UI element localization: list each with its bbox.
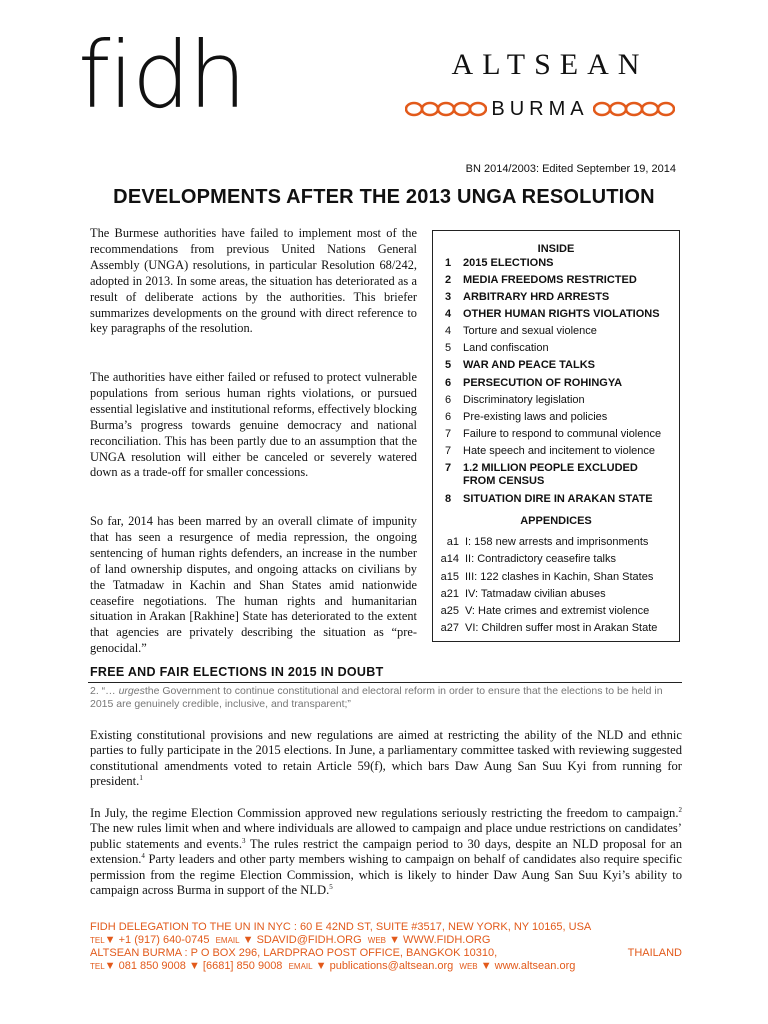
- quote-text: the Government to continue constitutional and electoral reform in order to ensure that the elections to be held in 2015 are genuinely credible, inclusive, and transparent;”: [90, 685, 663, 710]
- document-reference: BN 2014/2003: Edited September 19, 2014: [465, 163, 676, 175]
- body-text: Party leaders and other party members wishing to campaign on behalf of candidates also require specific permission from the regime Election Commission, which is likely to hinder Daw Aung San Suu Kyi’s ability to campaign across Burma in support of the NLD.: [90, 852, 682, 898]
- footer-altsean-contacts: [90, 960, 682, 974]
- toc-page: 5: [445, 359, 452, 371]
- appendix-page: a25: [440, 605, 459, 617]
- appendix-page: a14: [440, 553, 459, 565]
- tel-label: TEL: [90, 935, 105, 945]
- footnote-ref[interactable]: 4: [141, 852, 145, 861]
- altsean-burma-banner: [400, 96, 680, 122]
- section-heading: FREE AND FAIR ELECTIONS IN 2015 IN DOUBT: [90, 665, 384, 679]
- footnote-ref[interactable]: 3: [241, 836, 246, 845]
- appendix-label: III: 122 clashes in Kachin, Shan States: [465, 571, 654, 583]
- appendix-label: V: Hate crimes and extremist violence: [465, 605, 650, 617]
- appendix-page: a15: [440, 571, 459, 583]
- toc-page: 2: [445, 274, 452, 286]
- toc-page: 7: [445, 428, 452, 440]
- toc-page: 3: [445, 291, 452, 303]
- toc-label: Failure to respond to communal violence: [463, 428, 662, 440]
- toc-page: 4: [445, 325, 452, 337]
- toc-label: 1.2 MILLION PEOPLE EXCLUDED FROM CENSUS: [463, 462, 638, 487]
- appendix-page: a27: [440, 622, 459, 634]
- intro-paragraph-3: So far, 2014 has been marred by an overall climate of impunity that has seen a resurgence of media repression, the ongoing sentencing of human rights defenders, an increase in the number of land ownership disputes, and ongoing attacks on civilians by the Tatmadaw in Kachin and Shan States amid nationwide ceasefire negotiations. The human rights and humanitarian situation in Arakan [Rakhine] State has deteriorated to the extent that agencies are privately describing the situation as “pre-genocidal.”: [90, 514, 417, 656]
- appendix-page: a21: [440, 588, 459, 600]
- body-paragraph-1: [90, 728, 682, 790]
- fidh-web-link[interactable]: ▼ WWW.FIDH.ORG: [389, 933, 491, 946]
- appendix-label: IV: Tatmadaw civilian abuses: [465, 588, 606, 600]
- intro-paragraph-1: The Burmese authorities have failed to implement most of the recommendations from previous United Nations General Assembly (UNGA) resolutions, in particular Resolution 68/242, adopted in 2013. In some areas, the situation has deteriorated as a result of deliberate actions by the authorities. This briefer summarizes developments on the ground with direct reference to key paragraphs of the resolution.: [90, 226, 417, 336]
- fidh-phone: ▼ +1 (917) 640-0745: [104, 933, 210, 946]
- altsean-logo: ALTSEAN: [451, 48, 649, 81]
- footer-fidh-address: FIDH DELEGATION TO THE UN IN NYC : 60 E 42ND ST, SUITE #3517, NEW YORK, NY 10165, USA: [90, 921, 592, 933]
- altsean-country: THAILAND: [627, 947, 682, 959]
- web-label: WEB: [367, 935, 387, 945]
- burma-wordmark: BURMA: [491, 98, 589, 120]
- toc-label: SITUATION DIRE IN ARAKAN STATE: [463, 493, 653, 505]
- section-divider: [88, 682, 682, 683]
- email-label: EMAIL: [288, 961, 313, 971]
- altsean-phone: ▼ 081 850 9008 ▼ [6681] 850 9008: [104, 959, 283, 972]
- toc-page: 7: [445, 462, 452, 474]
- toc-label: PERSECUTION OF ROHINGYA: [463, 377, 623, 389]
- toc-page: 8: [445, 493, 452, 505]
- web-label: WEB: [459, 961, 478, 971]
- toc-label: ARBITRARY HRD ARRESTS: [463, 291, 610, 303]
- footnote-ref[interactable]: 5: [329, 882, 333, 891]
- altsean-address: ALTSEAN BURMA : P O BOX 296, LARDPRAO POST OFFICE, BANGKOK 10310,: [90, 947, 498, 959]
- toc-page: 4: [445, 308, 452, 320]
- footnote-ref[interactable]: 1: [139, 774, 143, 783]
- tel-label: TEL: [90, 961, 105, 971]
- appendix-page: a1: [446, 536, 459, 548]
- toc-label: 2015 ELECTIONS: [463, 257, 554, 269]
- toc-page: 1: [445, 257, 452, 269]
- page-title: DEVELOPMENTS AFTER THE 2013 UNGA RESOLUTION: [113, 186, 655, 208]
- toc-label: Hate speech and incitement to violence: [463, 445, 656, 457]
- toc-page: 6: [445, 394, 452, 406]
- toc-page: 5: [445, 342, 452, 354]
- email-label: EMAIL: [215, 935, 240, 945]
- appendix-label: II: Contradictory ceasefire talks: [465, 553, 617, 565]
- fidh-logo: fidh: [78, 22, 245, 129]
- toc-label: Pre-existing laws and policies: [463, 411, 608, 423]
- footer-fidh-contacts: [90, 934, 682, 948]
- altsean-web-link[interactable]: ▼ www.altsean.org: [480, 959, 576, 972]
- altsean-email-link[interactable]: ▼ publications@altsean.org: [315, 959, 454, 972]
- body-text: In July, the regime Election Commission approved new regulations seriously restricting the freedom to campaign.: [90, 806, 679, 820]
- chain-ornament-left-icon: [405, 99, 487, 119]
- footer-contacts: [90, 921, 682, 973]
- toc-label: Torture and sexual violence: [463, 325, 597, 337]
- appendix-label: VI: Children suffer most in Arakan State: [465, 622, 658, 634]
- toc-page: 6: [445, 411, 452, 423]
- footer-altsean-address: [90, 947, 682, 960]
- toc-label: Discriminatory legislation: [463, 394, 585, 406]
- toc-page: 7: [445, 445, 452, 457]
- inside-contents-box: [432, 230, 680, 642]
- toc-label: WAR AND PEACE TALKS: [463, 359, 595, 371]
- appendix-label: I: 158 new arrests and imprisonments: [465, 536, 649, 548]
- quote-emphasis: urges: [118, 685, 145, 697]
- toc-label: Land confiscation: [463, 342, 549, 354]
- body-paragraph-2: [90, 806, 682, 898]
- body-text: The rules restrict the campaign period to 30 days, despite an NLD proposal for an extension.: [90, 836, 682, 867]
- body-text: Existing constitutional provisions and new regulations are aimed at restricting the ability of the NLD and ethnic parties to fully participate in the 2015 elections. In June, a parliamentary committee tasked with reviewing suggested constitutional amendments voted to retain Article 59(f), which bars Daw Aung San Suu Kyi from running for president.: [90, 728, 682, 789]
- footnote-ref[interactable]: 2: [678, 805, 682, 814]
- toc-label: MEDIA FREEDOMS RESTRICTED: [463, 274, 637, 286]
- toc-page: 6: [445, 377, 452, 389]
- appendices-heading: APPENDICES: [520, 515, 592, 527]
- quote-prefix: 2. “…: [90, 685, 116, 697]
- resolution-quote: [90, 685, 682, 711]
- fidh-email-link[interactable]: ▼ SDAVID@FIDH.ORG: [242, 933, 362, 946]
- body-text: The new rules limit when and where individuals are allowed to campaign and place undue restrictions on candidates’ public statements and events.: [90, 821, 682, 851]
- toc-label: OTHER HUMAN RIGHTS VIOLATIONS: [463, 308, 660, 320]
- chain-ornament-right-icon: [593, 99, 675, 119]
- intro-paragraph-2: The authorities have either failed or refused to protect vulnerable populations from serious human rights violations, or pursued essential legislative and institutional reforms, effectively blocking Burma’s progress towards genuine democracy and national reconciliation. This has been partly due to an assumption that the UNGA resolution will either be canceled or severely watered down as a trade-off for smaller concessions.: [90, 370, 418, 480]
- inside-heading: INSIDE: [537, 243, 575, 255]
